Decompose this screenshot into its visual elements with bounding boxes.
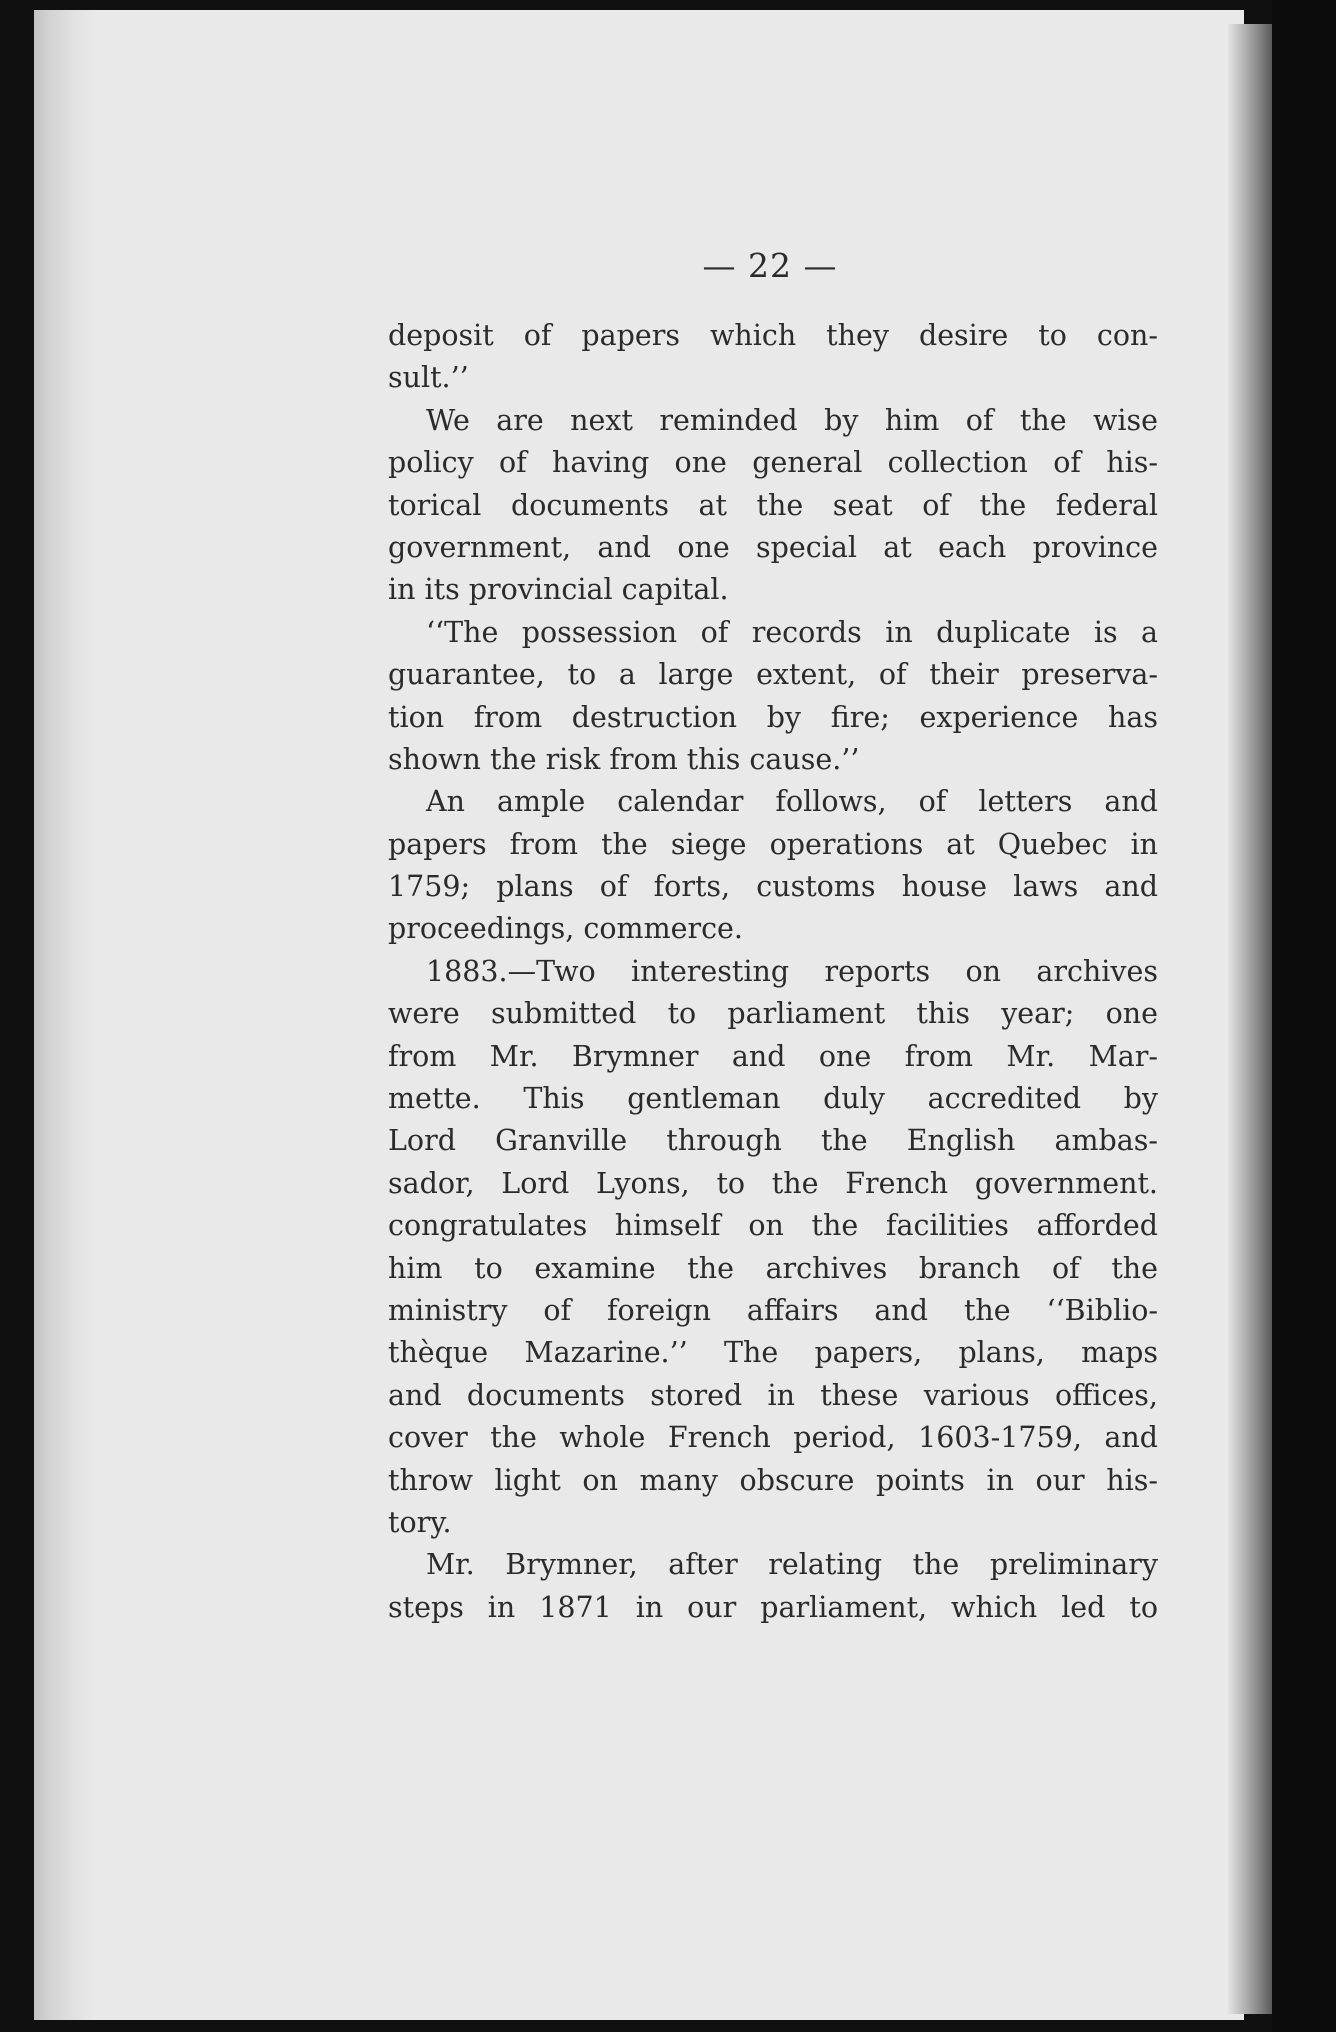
text-line: ‘‘The possession of records in duplicate is a xyxy=(426,615,1158,649)
text-line: throw light on many obscure points in our his- xyxy=(388,1463,1158,1497)
text-line: ministry of foreign affairs and the ‘‘Biblio- xyxy=(388,1293,1158,1327)
text-line: him to examine the archives branch of the xyxy=(388,1251,1158,1285)
page-left-edge xyxy=(34,10,94,2020)
text-line: were submitted to parliament this year; one xyxy=(388,997,1158,1031)
text-line: guarantee, to a large extent, of their preserva- xyxy=(388,658,1158,692)
text-line: tion from destruction by fire; experience has xyxy=(388,700,1158,734)
text-line: sult.’’ xyxy=(388,361,469,395)
text-line: deposit of papers which they desire to con- xyxy=(388,319,1158,352)
text-line: cover the whole French period, 1603-1759, and xyxy=(388,1421,1158,1455)
text-line: sador, Lord Lyons, to the French government. xyxy=(388,1166,1158,1200)
page-right-shadow xyxy=(1228,24,1272,2014)
text-line: in its provincial capital. xyxy=(388,573,729,607)
text-line: congratulates himself on the facilities afforded xyxy=(388,1209,1158,1243)
body-text xyxy=(388,315,1158,1629)
text-line: and documents stored in these various offices, xyxy=(388,1378,1158,1412)
text-line: 1759; plans of forts, customs house laws and xyxy=(388,870,1158,904)
text-line: policy of having one general collection of his- xyxy=(388,446,1158,480)
text-line: An ample calendar follows, of letters and xyxy=(426,785,1158,819)
scan-background-edge xyxy=(1272,0,1336,2032)
text-line: thèque Mazarine.’’ The papers, plans, maps xyxy=(388,1336,1158,1370)
text-line: Mr. Brymner, after relating the preliminary xyxy=(426,1548,1158,1582)
text-line: torical documents at the seat of the federal xyxy=(388,488,1158,522)
text-line: Lord Granville through the English ambas- xyxy=(388,1124,1158,1158)
text-line: 1883.—Two interesting reports on archives xyxy=(426,954,1158,988)
text-line: from Mr. Brymner and one from Mr. Mar- xyxy=(388,1039,1158,1073)
text-line: mette. This gentleman duly accredited by xyxy=(388,1082,1158,1116)
text-line: We are next reminded by him of the wise xyxy=(426,403,1158,437)
page-number: — 22 — xyxy=(702,246,838,285)
text-line: papers from the siege operations at Quebec in xyxy=(388,827,1158,861)
text-line: steps in 1871 in our parliament, which led to xyxy=(388,1590,1158,1624)
text-line: tory. xyxy=(388,1505,452,1539)
text-line: shown the risk from this cause.’’ xyxy=(388,742,860,776)
text-line: proceedings, commerce. xyxy=(388,912,743,946)
text-line: government, and one special at each province xyxy=(388,530,1158,564)
